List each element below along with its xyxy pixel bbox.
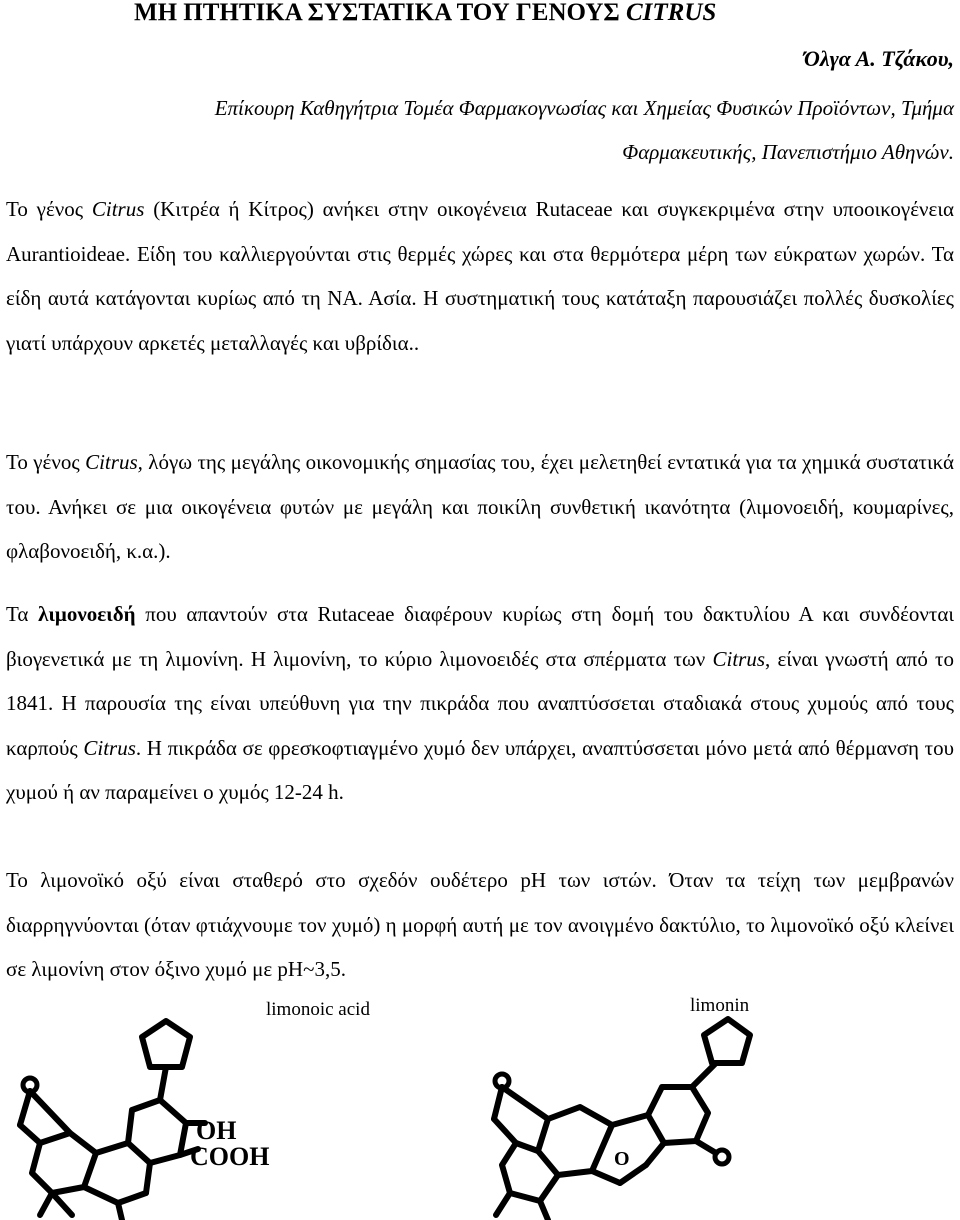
paragraph-1: Το γένος Citrus (Κιτρέα ή Κίτρος) ανήκει στην οικογένεια Rutaceae και συγκεκριμένα στην υποοικογένεια Aurantioideae. Είδη του καλλιεργούνται στις θερμές χώρες και στα θερμότερα μέρη των εύκρατων χωρών. Τα είδη αυτά κατάγονται κυρίως από τη ΝΑ. Ασία. Η συστηματική τους κατάταξη παρουσιάζει πολλές δυσκολίες γιατί υπάρχουν αρκετές μεταλλαγές και υβρίδια.. bbox=[6, 197, 954, 355]
limonoic-acid-structure bbox=[0, 1015, 270, 1220]
furan-ring-acid bbox=[142, 1021, 190, 1067]
limonin-structure bbox=[440, 1015, 760, 1220]
label-limonin: limonin bbox=[690, 995, 750, 1016]
paragraph-4: Το λιμονοϊκό οξύ είναι σταθερό στο σχεδόν ουδέτερο pH των ιστών. Όταν τα τείχη των μεμβρανών διαρρηγνύονται (όταν φτιάχνουμε τον χυμό) η μορφή αυτή με τον ανοιγμένο δακτύλιο, το λιμονοϊκό οξύ κλείνει σε λιμονίνη στον όξινο χυμό με pH~3,5. bbox=[6, 868, 954, 981]
oh-group: OH bbox=[196, 1116, 237, 1145]
page-title: ΜΗ ΠΤΗΤΙΚΑ ΣΥΣΤΑΤΙΚΑ ΤΟΥ ΓΕΝΟΥΣ CITRUS bbox=[134, 0, 717, 26]
oxygen-atom: O bbox=[614, 1148, 630, 1170]
author-affiliation: Επίκουρη Καθηγήτρια Τομέα Φαρμακογνωσίας και Χημείας Φυσικών Προϊόντων, Τμήμα Φαρμακευτικής, Πανεπιστήμιο Αθηνών. bbox=[214, 96, 954, 164]
furan-ring-limonin bbox=[704, 1019, 750, 1063]
cooh-group: COOH bbox=[190, 1142, 270, 1171]
paragraph-3: Τα λιμονοειδή που απαντούν στα Rutaceae διαφέρουν κυρίως στη δομή του δακτυλίου Α και συνδέονται βιογενετικά με τη λιμονίνη. Η λιμονίνη, το κύριο λιμονοειδές στα σπέρματα των Citrus, είναι γνωστή από το 1841. Η παρουσία της είναι υπεύθυνη για την πικράδα που αναπτύσσεται σταδιακά στους χυμούς από τους καρπούς Citrus. Η πικράδα σε φρεσκοφτιαγμένο χυμό δεν υπάρχει, αναπτύσσεται μόνο μετά από θέρμανση του χυμού ή αν παραμείνει ο χυμός 12-24 h. bbox=[6, 602, 955, 804]
author-name: Όλγα Α. Τζάκου, bbox=[803, 46, 954, 71]
paragraph-2: Το γένος Citrus, λόγω της μεγάλης οικονομικής σημασίας του, έχει μελετηθεί εντατικά για τα χημικά συστατικά του. Ανήκει σε μια οικογένεια φυτών με μεγάλη και ποικίλη συνθετική ικανότητα (λιμονοειδή, κουμαρίνες, φλαβονοειδή, κ.α.). bbox=[6, 450, 955, 563]
label-limonoic-acid: limonoic acid bbox=[266, 999, 370, 1020]
